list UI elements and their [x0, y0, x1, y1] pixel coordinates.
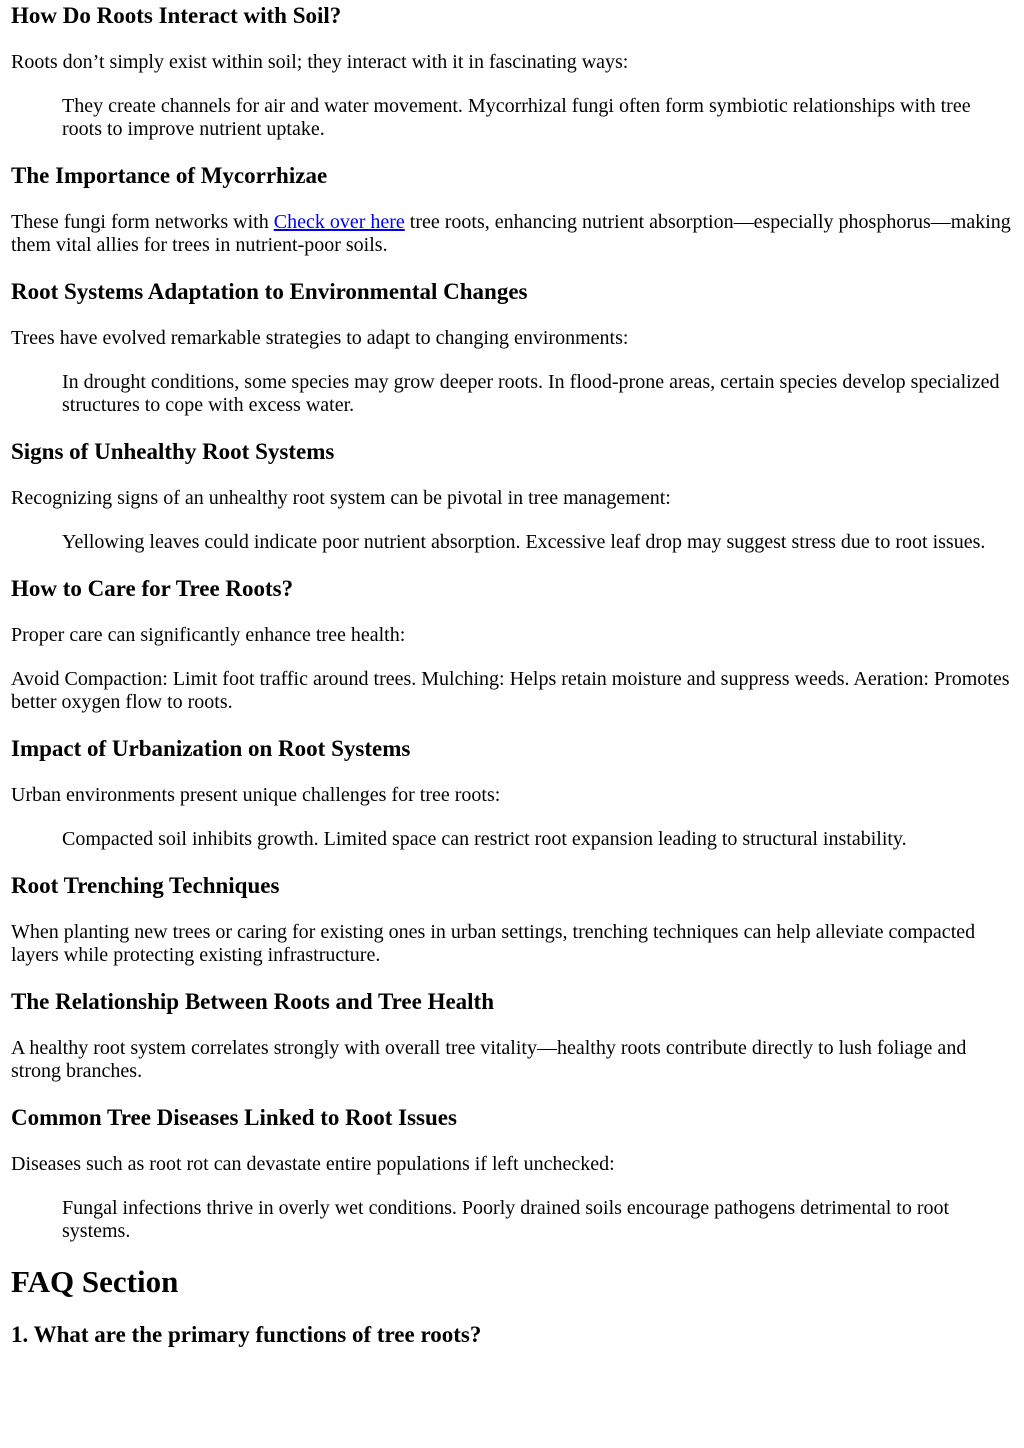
section-quote: They create channels for air and water movement. Mycorrhizal fungi often form symbiotic relationships with tree roots to improve nutrient uptake.: [62, 95, 971, 140]
section-intro: Urban environments present unique challenges for tree roots:: [11, 784, 501, 806]
section-heading: Impact of Urbanization on Root Systems: [11, 736, 411, 761]
section-body: [11, 211, 1012, 257]
section-intro: Diseases such as root rot can devastate entire populations if left unchecked:: [11, 1153, 615, 1175]
section-roots-soil: [11, 2, 1012, 141]
section-heading: How Do Roots Interact with Soil?: [11, 3, 342, 28]
section-heading: The Relationship Between Roots and Tree Health: [11, 989, 495, 1014]
section-body: Avoid Compaction: Limit foot traffic around trees. Mulching: Helps retain moisture and suppress weeds. Aeration: Promotes better oxygen flow to roots.: [11, 668, 1010, 713]
faq-title: FAQ Section: [11, 1264, 179, 1299]
body-text-before-link: These fungi form networks with: [11, 211, 274, 233]
section-trenching: [11, 872, 1012, 967]
section-roots-health: [11, 988, 1012, 1083]
section-mycorrhizae: [11, 162, 1012, 257]
section-body: A healthy root system correlates strongly with overall tree vitality—healthy roots contribute directly to lush foliage and strong branches.: [11, 1037, 967, 1082]
section-intro: Roots don’t simply exist within soil; they interact with it in fascinating ways:: [11, 51, 629, 73]
section-unhealthy-signs: [11, 438, 1012, 554]
article: [0, 2, 1024, 1349]
section-diseases: [11, 1104, 1012, 1243]
section-intro: Recognizing signs of an unhealthy root system can be pivotal in tree management:: [11, 487, 671, 509]
section-body: When planting new trees or caring for existing ones in urban settings, trenching techniques can help alleviate compacted layers while protecting existing infrastructure.: [11, 921, 976, 966]
section-heading: How to Care for Tree Roots?: [11, 576, 294, 601]
faq-question: 1. What are the primary functions of tree roots?: [11, 1322, 482, 1347]
section-quote: In drought conditions, some species may grow deeper roots. In flood-prone areas, certain species develop specialized structures to cope with excess water.: [62, 371, 1000, 416]
section-heading: Root Trenching Techniques: [11, 873, 280, 898]
section-intro: Trees have evolved remarkable strategies to adapt to changing environments:: [11, 327, 629, 349]
section-heading: The Importance of Mycorrhizae: [11, 163, 328, 188]
section-adaptation: [11, 278, 1012, 417]
section-urbanization: [11, 735, 1012, 851]
body-text-after-link: tree roots, enhancing nutrient absorption—especially phosphorus—making them vital allies for trees in nutrient-poor soils.: [11, 211, 1011, 256]
section-root-care: [11, 575, 1012, 714]
section-heading: Root Systems Adaptation to Environmental Changes: [11, 279, 528, 304]
section-quote: Compacted soil inhibits growth. Limited space can restrict root expansion leading to structural instability.: [62, 828, 907, 850]
section-heading: Common Tree Diseases Linked to Root Issues: [11, 1105, 457, 1130]
section-intro: Proper care can significantly enhance tree health:: [11, 624, 406, 646]
section-quote: Fungal infections thrive in overly wet conditions. Poorly drained soils encourage pathogens detrimental to root systems.: [62, 1197, 950, 1242]
check-over-here-link[interactable]: Check over here: [273, 211, 405, 233]
section-quote: Yellowing leaves could indicate poor nutrient absorption. Excessive leaf drop may suggest stress due to root issues.: [62, 531, 986, 553]
faq-section: [11, 1264, 1012, 1349]
section-heading: Signs of Unhealthy Root Systems: [11, 439, 335, 464]
